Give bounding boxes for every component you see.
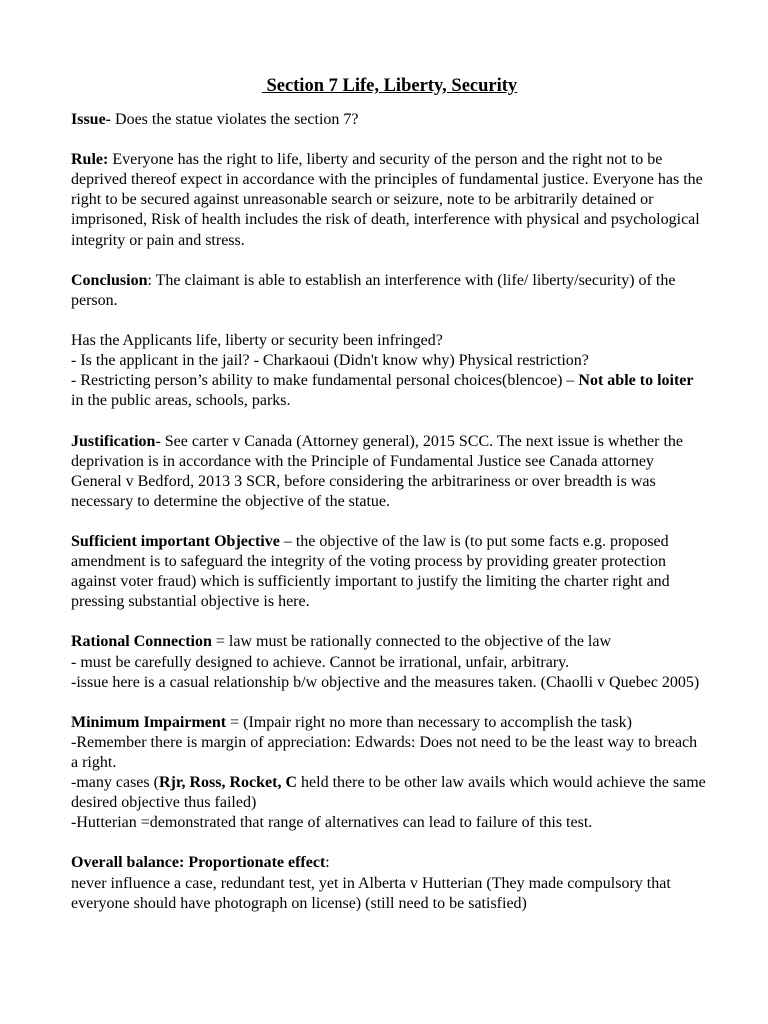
rule-text: Everyone has the right to life, liberty and security of the person and the right not to be deprived thereof expect in accordance with the principles of fundamental justice. Everyone has the right to be secured against unreasonable search or seizure, note to be arbitrarily detained or imprisoned, Risk of health includes the risk of death, interference with physical and psychological integrity or pain and stress. [71, 151, 703, 249]
objective-label: Sufficient important Objective [71, 532, 280, 550]
objective-text: – the objective of the law is (to put some facts e.g. proposed amendment is to safeguard the integrity of the voting process by providing greater protection against voter fraud) which is sufficiently important to justify the limiting the charter right and pressing substantial objective is here. [71, 532, 670, 611]
justification-text: - See carter v Canada (Attorney general), 2015 SCC. The next issue is whether the deprivation is in accordance with the Principle of Fundamental Justice see Canada attorney General v Bedford, 2013 3 SCR, before considering the arbitrariness or over breadth is was necessary to determine the objective of the statue. [71, 432, 683, 510]
balance-paragraph [71, 853, 708, 913]
infringed-line-2-post: in the public areas, schools, parks. [71, 392, 291, 410]
minimum-label: Minimum Impairment [71, 713, 227, 731]
conclusion-paragraph [71, 271, 708, 311]
balance-colon: : [325, 854, 330, 872]
rational-label: Rational Connection [71, 633, 212, 651]
rule-label: Rule: [71, 151, 109, 169]
infringed-paragraph [71, 331, 708, 411]
minimum-text: = (Impair right no more than necessary to accomplish the task) [226, 713, 632, 731]
balance-text: never influence a case, redundant test, yet in Alberta v Hutterian (They made compulsory that everyone should have photograph on license) (still need to be satisfied) [71, 874, 671, 912]
minimum-line-3 [71, 773, 708, 813]
page-title: Section 7 Life, Liberty, Security [261, 76, 518, 96]
objective-paragraph [71, 532, 708, 612]
minimum-line-2: -Remember there is margin of appreciation: Edwards: Does not need to be the least way to breach a right. [71, 733, 698, 771]
rational-line-3: -issue here is a casual relationship b/w objective and the measures taken. (Chaolli v Quebec 2005) [71, 673, 700, 691]
minimum-line-1 [71, 713, 708, 733]
conclusion-text: : The claimant is able to establish an interference with (life/ liberty/security) of the person. [71, 271, 676, 309]
rational-text: = law must be rationally connected to the objective of the law [211, 633, 612, 651]
minimum-line-3-bold: Rjr, Ross, Rocket, C [158, 774, 298, 792]
rational-paragraph [71, 632, 708, 692]
minimum-line-3-post: held there to be other law avails which would achieve the same desired objective thus failed) [71, 774, 706, 812]
issue-paragraph [71, 110, 708, 130]
infringed-line-2-pre: - Restricting person’s ability to make fundamental personal choices(blencoe) – [71, 372, 579, 390]
minimum-paragraph [71, 713, 708, 834]
infringed-line-1: - Is the applicant in the jail? - Charkaoui (Didn't know why) Physical restriction? [71, 352, 589, 370]
justification-paragraph [71, 432, 708, 512]
infringed-question: Has the Applicants life, liberty or security been infringed? [71, 332, 443, 350]
balance-label: Overall balance: Proportionate effect [71, 854, 326, 872]
issue-label: Issue- [71, 111, 112, 128]
infringed-line-2-bold: Not able to loiter [578, 372, 694, 390]
minimum-line-4: -Hutterian =demonstrated that range of alternatives can lead to failure of this test. [71, 814, 593, 832]
justification-label: Justification [71, 432, 156, 450]
rule-paragraph [71, 150, 708, 250]
issue-text: Does the statue violates the section 7? [111, 111, 359, 128]
rational-line-1 [71, 632, 708, 652]
balance-heading [71, 853, 708, 873]
minimum-line-3-pre: -many cases ( [71, 774, 159, 792]
rational-line-2: - must be carefully designed to achieve. Cannot be irrational, unfair, arbitrary. [71, 653, 570, 671]
conclusion-label: Conclusion [71, 271, 148, 289]
infringed-line-2 [71, 371, 708, 411]
